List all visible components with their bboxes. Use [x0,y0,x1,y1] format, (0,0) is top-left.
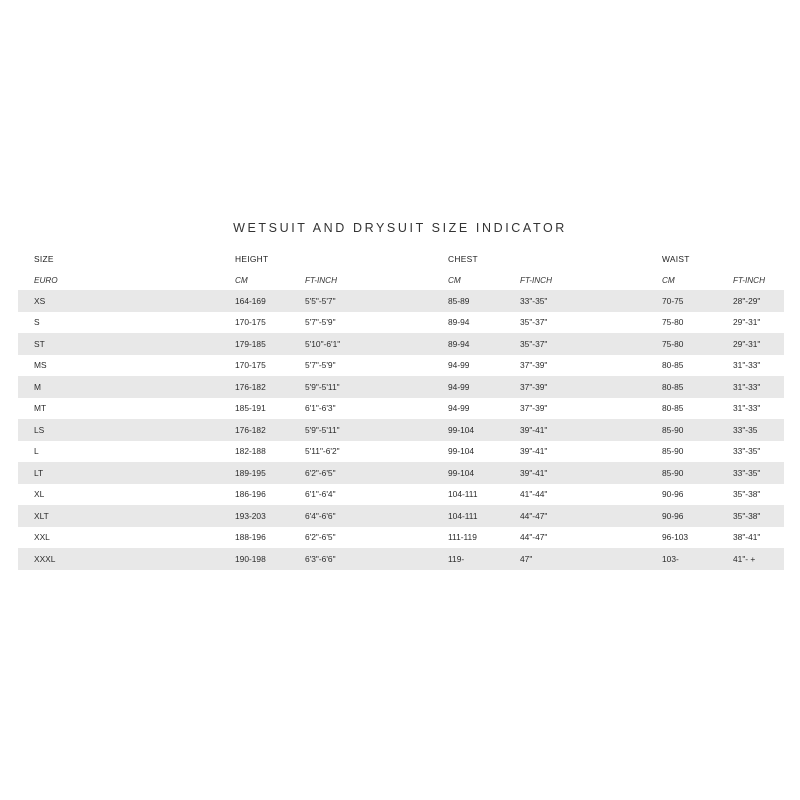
cell-height-ftinch: 5'7"-5'9" [305,360,336,371]
subheader-waist-cm: CM [662,275,675,285]
cell-height-ftinch: 6'4"-6'6" [305,510,336,521]
cell-chest-cm: 99-104 [448,446,475,457]
cell-size: MS [34,360,47,371]
cell-waist-cm: 103- [662,553,679,564]
cell-height-cm: 176-182 [235,424,266,435]
cell-waist-ftinch: 31"-33" [733,360,761,371]
cell-waist-cm: 75-80 [662,338,684,349]
cell-size: S [34,317,40,328]
cell-size: ST [34,338,45,349]
cell-height-ftinch: 5'5"-5'7" [305,295,336,306]
cell-chest-cm: 99-104 [448,424,475,435]
cell-height-cm: 170-175 [235,317,266,328]
cell-chest-ftinch: 39"-41" [520,467,548,478]
cell-chest-ftinch: 35"-37" [520,338,548,349]
size-table [18,248,784,570]
table-row [18,290,784,312]
cell-chest-ftinch: 35"-37" [520,317,548,328]
subheader-chest-cm: CM [448,275,461,285]
cell-chest-ftinch: 37"-39" [520,360,548,371]
cell-height-ftinch: 6'1"-6'3" [305,403,336,414]
cell-size: XL [34,489,45,500]
subheader-chest-ftinch: FT-INCH [520,275,552,285]
table-body [18,290,784,570]
cell-height-ftinch: 6'1"-6'4" [305,489,336,500]
cell-height-cm: 188-196 [235,532,266,543]
table-row [18,355,784,377]
subheader-euro: EURO [34,275,58,285]
cell-waist-cm: 85-90 [662,467,684,478]
cell-chest-ftinch: 33"-35" [520,295,548,306]
cell-waist-cm: 85-90 [662,446,684,457]
cell-chest-ftinch: 44"-47" [520,510,548,521]
cell-chest-cm: 119- [448,553,465,564]
cell-height-ftinch: 6'2"-6'5" [305,467,336,478]
cell-height-ftinch: 5'10"-6'1" [305,338,341,349]
table-row [18,527,784,549]
cell-chest-ftinch: 39"-41" [520,424,548,435]
table-row [18,312,784,334]
cell-waist-ftinch: 33"-35" [733,446,761,457]
table-row [18,548,784,570]
table-row [18,419,784,441]
cell-size: M [34,381,41,392]
cell-height-cm: 186-196 [235,489,266,500]
cell-size: XS [34,295,46,306]
page-title: WETSUIT AND DRYSUIT SIZE INDICATOR [233,221,567,235]
cell-chest-ftinch: 44"-47" [520,532,548,543]
cell-height-cm: 164-169 [235,295,266,306]
cell-waist-cm: 96-103 [662,532,689,543]
table-row [18,484,784,506]
cell-waist-cm: 70-75 [662,295,684,306]
cell-chest-ftinch: 37"-39" [520,403,548,414]
table-header-row [18,248,784,270]
cell-waist-ftinch: 41"- + [733,553,756,564]
cell-height-cm: 179-185 [235,338,266,349]
cell-height-ftinch: 5'7"-5'9" [305,317,336,328]
table-row [18,462,784,484]
cell-chest-cm: 99-104 [448,467,475,478]
table-row [18,505,784,527]
cell-height-cm: 189-195 [235,467,266,478]
cell-waist-cm: 80-85 [662,403,684,414]
header-height: HEIGHT [235,254,269,264]
cell-height-cm: 182-188 [235,446,266,457]
cell-waist-ftinch: 29"-31" [733,338,761,349]
cell-height-cm: 170-175 [235,360,266,371]
cell-chest-cm: 94-99 [448,381,470,392]
cell-chest-ftinch: 39"-41" [520,446,548,457]
cell-waist-ftinch: 33"-35 [733,424,758,435]
cell-height-ftinch: 5'9"-5'11" [305,424,340,435]
cell-chest-cm: 94-99 [448,360,470,371]
cell-waist-ftinch: 29"-31" [733,317,761,328]
cell-waist-cm: 80-85 [662,360,684,371]
subheader-height-cm: CM [235,275,248,285]
cell-height-ftinch: 5'9"-5'11" [305,381,340,392]
cell-waist-ftinch: 35"-38" [733,510,761,521]
cell-size: XLT [34,510,49,521]
subheader-height-ftinch: FT-INCH [305,275,337,285]
header-chest: CHEST [448,254,478,264]
cell-waist-ftinch: 28"-29" [733,295,761,306]
cell-height-cm: 193-203 [235,510,266,521]
cell-chest-cm: 85-89 [448,295,470,306]
subheader-waist-ftinch: FT-INCH [733,275,765,285]
cell-chest-ftinch: 41"-44" [520,489,548,500]
header-size: SIZE [34,254,54,264]
cell-waist-ftinch: 35"-38" [733,489,761,500]
cell-chest-cm: 104-111 [448,510,478,521]
cell-size: L [34,446,39,457]
cell-size: MT [34,403,47,414]
cell-height-cm: 190-198 [235,553,266,564]
cell-waist-cm: 80-85 [662,381,684,392]
cell-size: LS [34,424,45,435]
table-row [18,398,784,420]
cell-chest-cm: 89-94 [448,338,470,349]
cell-waist-cm: 90-96 [662,510,684,521]
cell-waist-ftinch: 38"-41" [733,532,761,543]
cell-height-ftinch: 6'3"-6'6" [305,553,336,564]
cell-chest-ftinch: 47" [520,553,533,564]
table-row [18,441,784,463]
cell-height-cm: 176-182 [235,381,266,392]
cell-chest-ftinch: 37"-39" [520,381,548,392]
table-row [18,333,784,355]
cell-waist-ftinch: 33"-35" [733,467,761,478]
cell-waist-cm: 75-80 [662,317,684,328]
cell-waist-ftinch: 31"-33" [733,381,761,392]
cell-size: XXXL [34,553,56,564]
cell-height-ftinch: 6'2"-6'5" [305,532,336,543]
table-row [18,376,784,398]
cell-height-ftinch: 5'11"-6'2" [305,446,340,457]
header-waist: WAIST [662,254,690,264]
table-subheader-row [18,270,784,290]
cell-chest-cm: 104-111 [448,489,478,500]
cell-waist-ftinch: 31"-33" [733,403,761,414]
cell-waist-cm: 85-90 [662,424,684,435]
cell-chest-cm: 111-119 [448,532,477,543]
cell-chest-cm: 94-99 [448,403,470,414]
cell-waist-cm: 90-96 [662,489,684,500]
cell-size: LT [34,467,44,478]
cell-chest-cm: 89-94 [448,317,470,328]
cell-height-cm: 185-191 [235,403,266,414]
cell-size: XXL [34,532,50,543]
